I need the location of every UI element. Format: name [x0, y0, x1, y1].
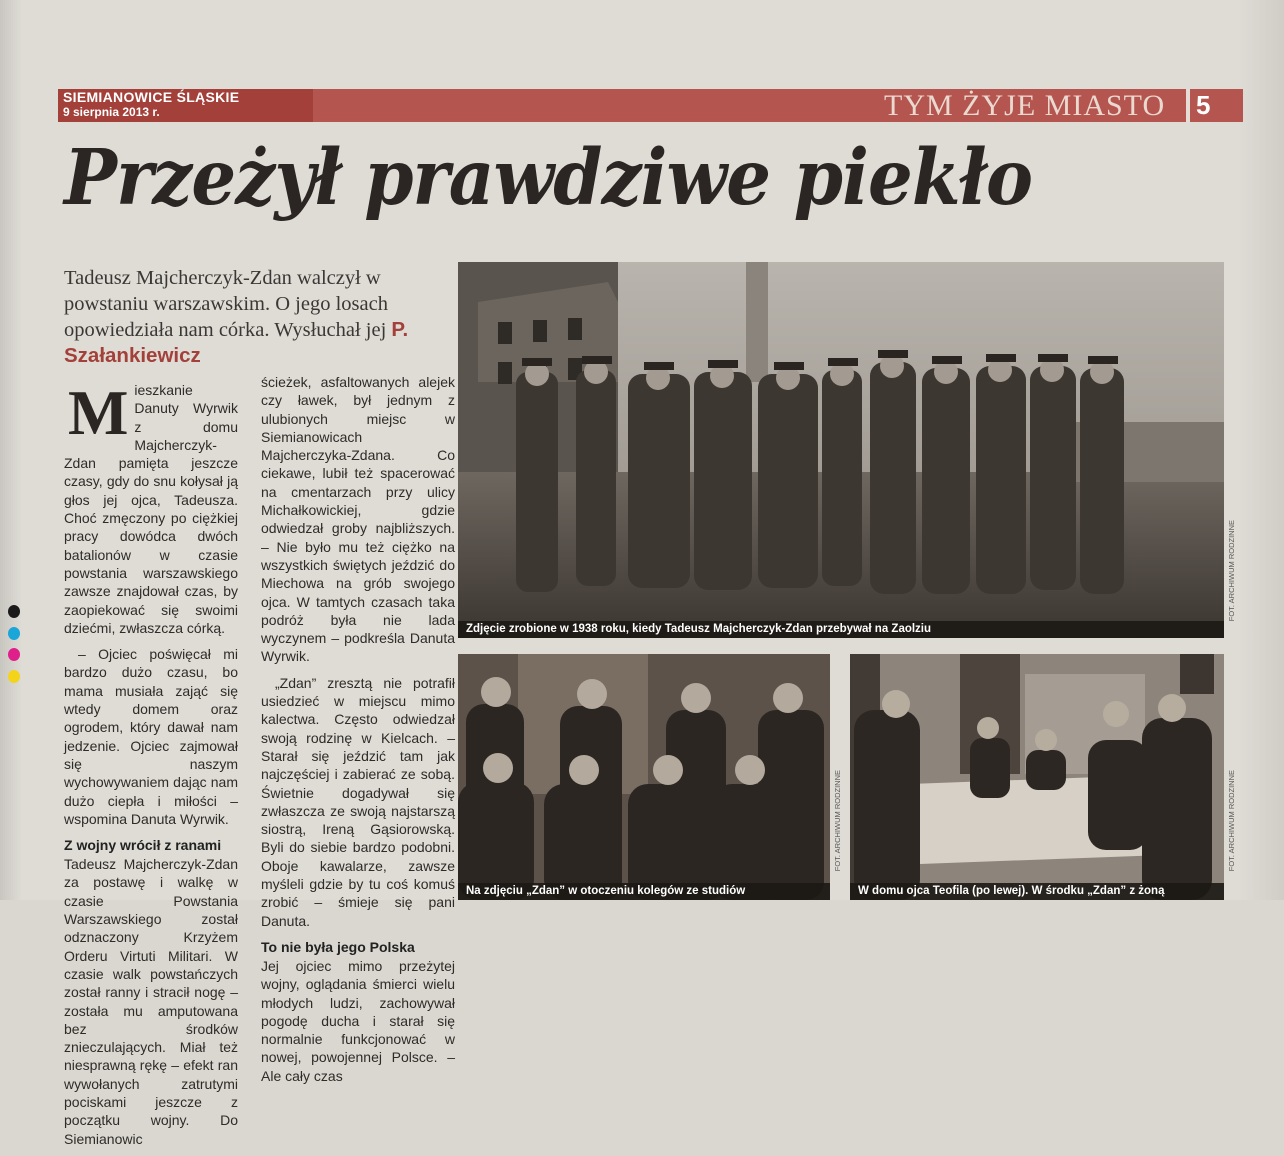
paper-edge-left — [0, 0, 22, 900]
photo-colleagues — [458, 654, 830, 900]
col2-paragraph-2: „Zdan” zresztą nie potrafił usiedzieć w miejscu mimo kalectwa. Często odwiedzał swoją rodzinę w Kielcach. – Starał się jeździć tam jak najczęściej i zabierać ze sobą. Świetnie dogadywał się zwłaszcza ze swoją najstarszą siostrą, Ireną Gąsiorowską. Byli do siebie bardzo podobni. Oboje kawalarze, zawsze myśleli gdzie by tu coś komuś zrobić – śmieje się pani Danuta. — [261, 674, 455, 929]
header-separator — [1186, 89, 1190, 122]
lead-paragraph — [64, 265, 458, 369]
photo-family-caption: W domu ojca Teofila (po lewej). W środku „Zdan” z żoną — [850, 883, 1224, 900]
col1-paragraph-2: – Ojciec poświęcał mi bardzo dużo czasu, bo mama musiała zająć się wtedy domem oraz ogrodem, który dawał nam jedzenie. Ojciec zajmował się naszym wychowywaniem dając nam dużo ciepła i miłości – wspomina Danuta Wyrwik. — [64, 646, 238, 827]
photo-colleagues-caption: Na zdjęciu „Zdan” w otoczeniu kolegów ze studiów — [458, 883, 830, 900]
photo-family-home — [850, 654, 1224, 900]
photo-soldiers-caption: Zdjęcie zrobione w 1938 roku, kiedy Tadeusz Majcherczyk-Zdan przebywał na Zaolziu — [458, 621, 1224, 638]
headline: Przeżył prawdziwe piekło — [64, 133, 1033, 223]
author-name: P. Szałankiewicz — [64, 318, 409, 367]
photo-soldiers-credit: FOT. ARCHIWUM RODZINNE — [1227, 520, 1236, 622]
col2-paragraph-1: ścieżek, asfaltowanych alejek czy ławek, był jednym z ulubionych miejsc w Siemianowicach Majcherczyka-Zdana. Co ciekawe, lubił też spacerować na cmentarzach przy ulicy Michałkowickiej, gdzie odwiedzał groby najbliższych. – Nie było mu też ciężko na wszystkich świętych jeździć do Miechowa na grób swojego ojca. W tamtych czasach taka podróż była nie lada wyczynem – podkreśla Danuta Wyrwik. — [261, 374, 455, 665]
drop-cap: M — [68, 377, 129, 448]
page-number: 5 — [1196, 90, 1211, 120]
article-column-2 — [261, 373, 455, 1093]
col1-paragraph-3: Tadeusz Majcherczyk-Zdan za postawę i walkę w czasie Powstania Warszawskiego został odznaczony Krzyżem Orderu Virtuti Militari. W czasie walk powstańczych został ranny i stracił nogę – została mu amputowana bez środków znieczulających. Miał też niesprawną rękę – efekt ran wywołanych zatrutymi pociskami jeszcze z początku wojny. Do Siemianowic — [64, 856, 238, 1147]
section-title: TYM ŻYJE MIASTO — [884, 89, 1166, 122]
lead-text: Tadeusz Majcherczyk-Zdan walczył w powstaniu warszawskim. O jego losach opowiedziała nam córka. Wysłuchał jej — [64, 267, 388, 341]
registration-mark-yellow — [8, 670, 20, 683]
photo-colleagues-credit: FOT. ARCHIWUM RODZINNE — [833, 770, 842, 872]
soldiers-photo-image — [458, 262, 1224, 638]
registration-mark-black — [8, 605, 20, 618]
registration-mark-cyan — [8, 627, 20, 640]
article-column-1 — [64, 377, 238, 1156]
paper-edge-right — [1238, 0, 1284, 900]
col2-paragraph-3: Jej ojciec mimo przeżytej wojny, oglądania śmierci wielu młodych ludzi, zachowywał pogodę ducha i starał się normalnie funkcjonować w nowej, powojennej Polsce. – Ale cały czas — [261, 957, 455, 1084]
col2-subhead: To nie była jego Polska — [261, 938, 415, 955]
city-label: SIEMIANOWICE ŚLĄSKIE — [63, 89, 240, 105]
photo-soldiers-1938 — [458, 262, 1224, 638]
col1-paragraph-1 — [64, 377, 238, 637]
issue-date: 9 sierpnia 2013 r. — [63, 105, 160, 119]
col1-subhead: Z wojny wrócił z ranami — [64, 837, 222, 854]
photo-family-credit: FOT. ARCHIWUM RODZINNE — [1227, 770, 1236, 872]
colleagues-photo-image — [458, 654, 830, 900]
registration-mark-magenta — [8, 648, 20, 661]
col1-paragraph-1-text: ieszkanie Danuty Wyrwik z domu Majcherczyk-Zdan pamięta jeszcze czasy, gdy do snu kołysał ją głos jej ojca, Tadeusza. Choć zmęczony po ciężkiej pracy dowódca dwóch batalionów w czasie powstania warszawskiego zawsze znajdował czas, by zaopiekować się swoimi dziećmi, zwłaszcza córką. — [64, 382, 238, 636]
family-photo-image — [850, 654, 1224, 900]
